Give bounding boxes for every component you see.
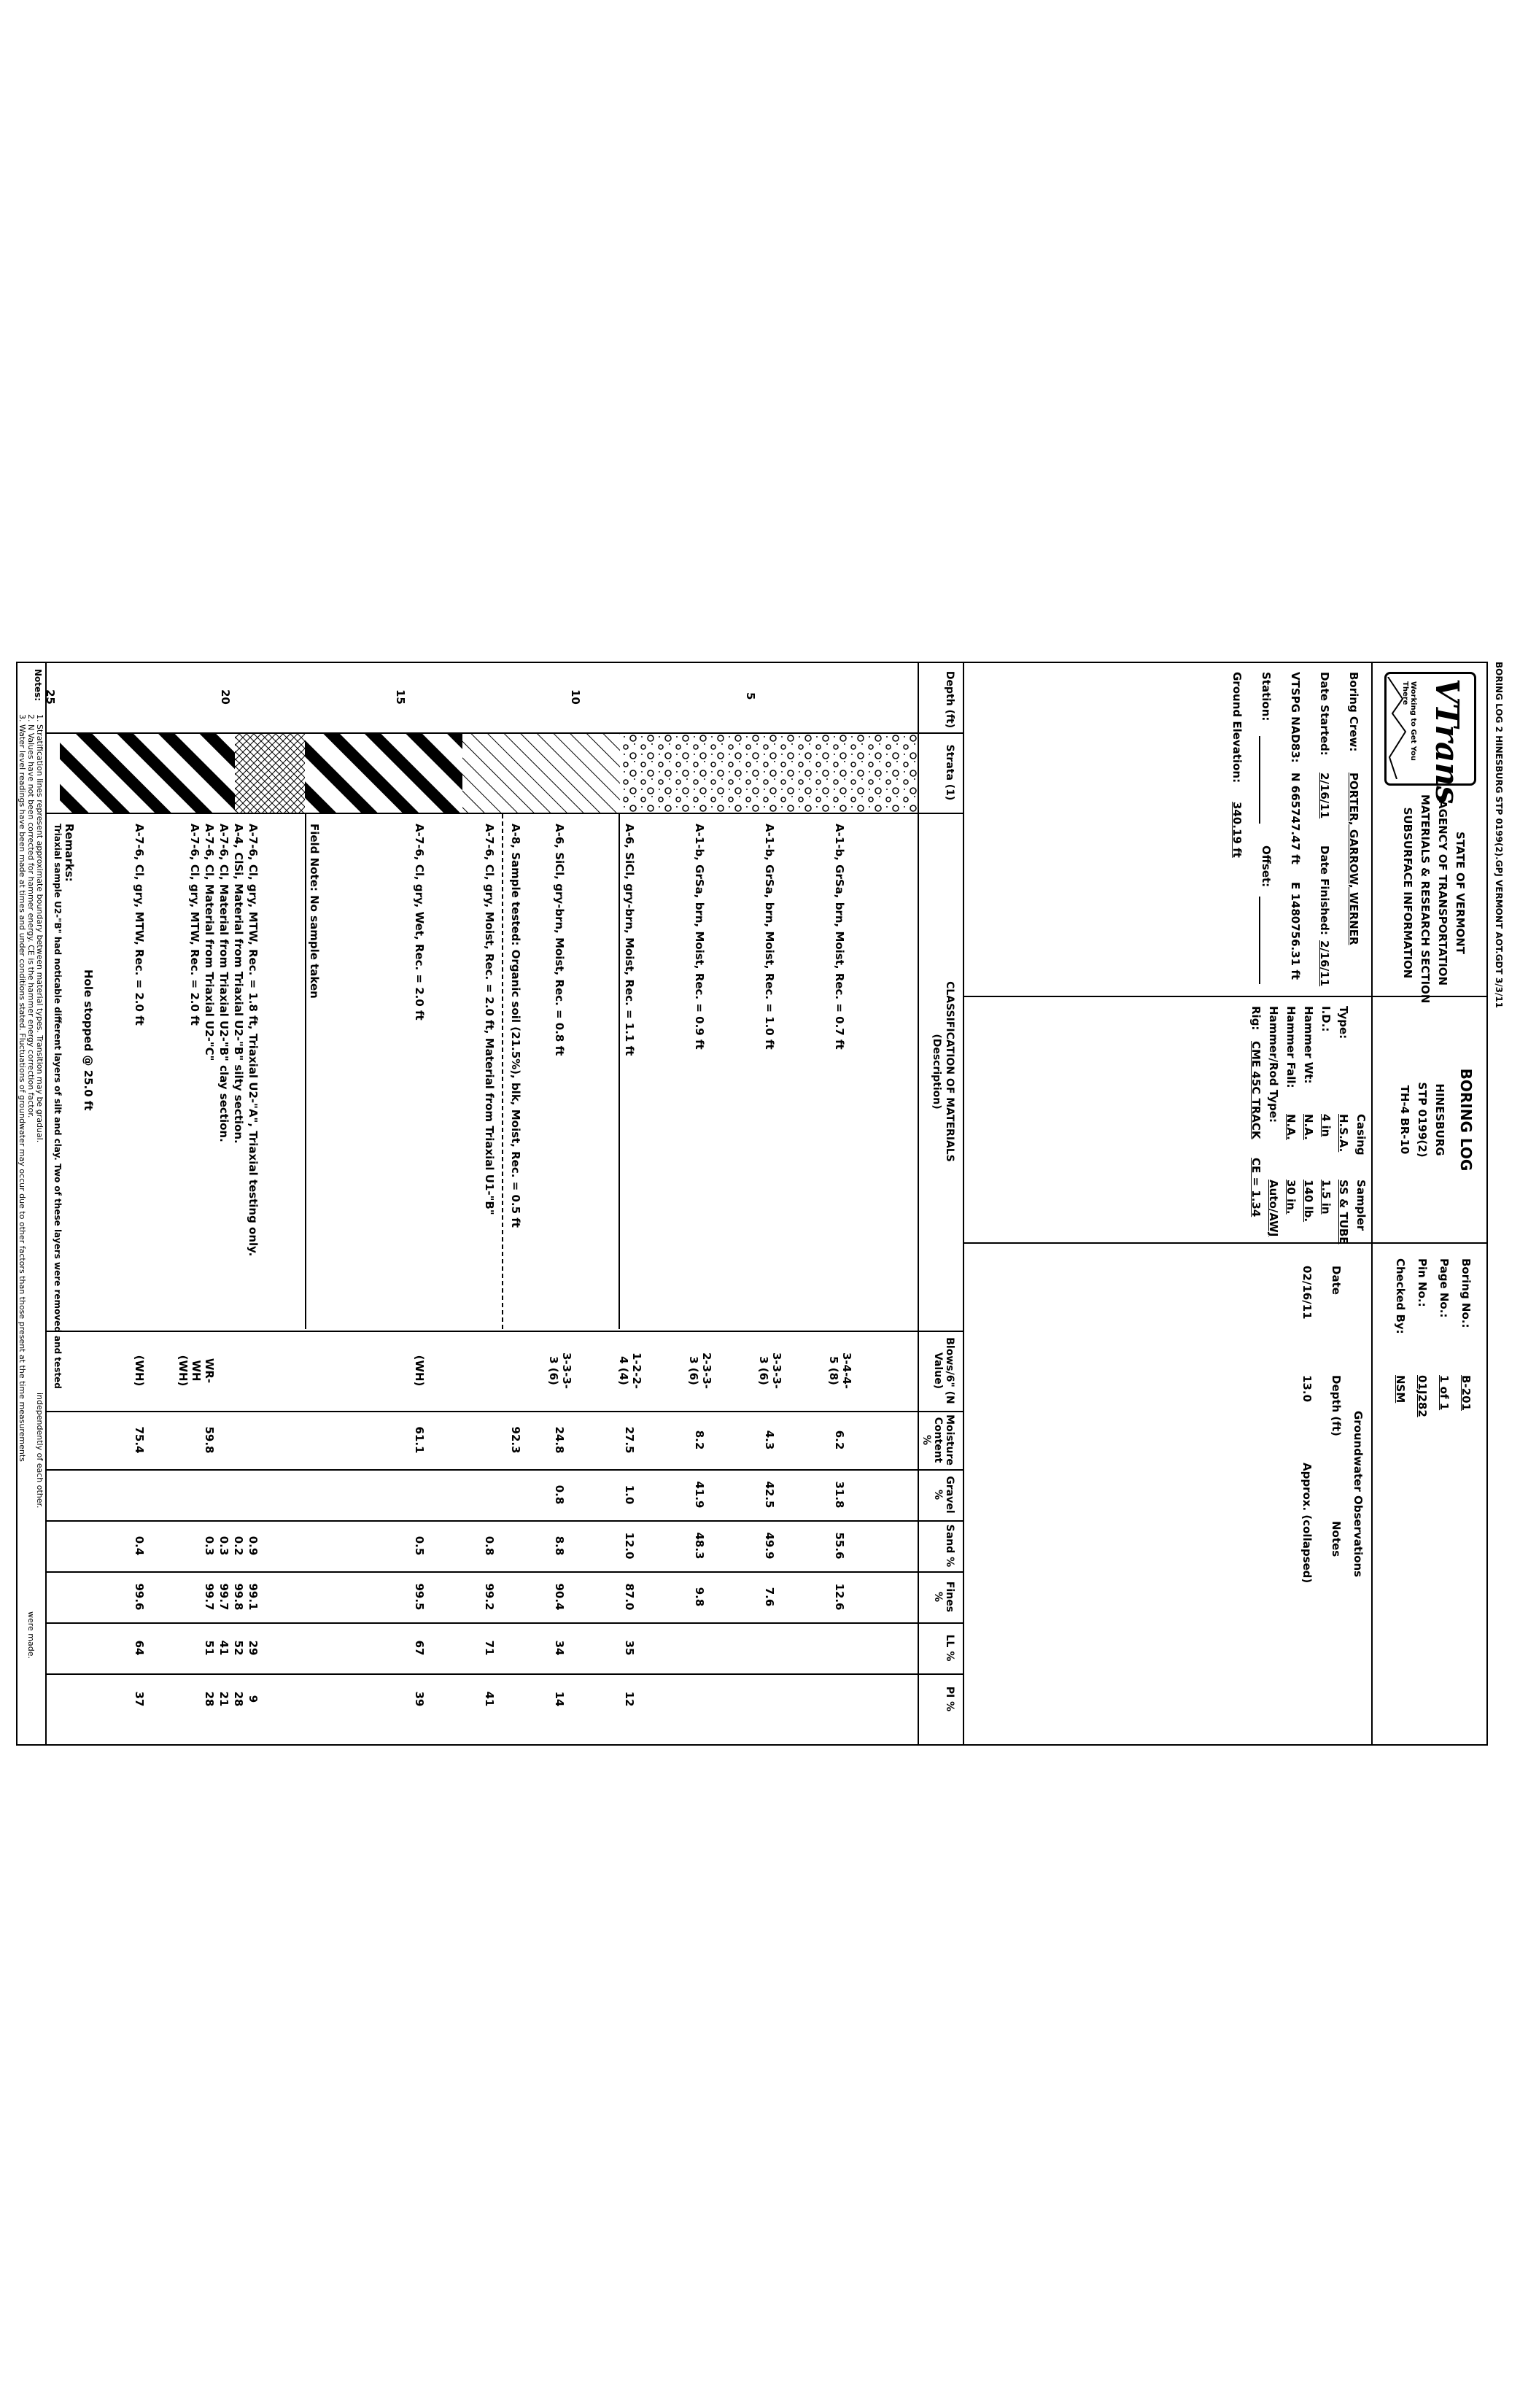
hammer-fall-casing: N.A. <box>1284 1114 1298 1140</box>
ll-col-rule <box>47 1673 963 1675</box>
notes-label: Notes: <box>33 669 43 702</box>
vtrans-logo <box>1384 672 1476 805</box>
sand-row-4: 12.0 <box>623 1532 636 1560</box>
strata-line-organic <box>502 814 503 1329</box>
boring-no-label: Boring No.: <box>1459 1258 1473 1328</box>
sand-row-8: 0.5 <box>413 1536 426 1556</box>
ce-value: CE = 1.34 <box>1249 1158 1263 1217</box>
boring-log-rotated <box>16 662 1504 1746</box>
strata-line-8ft <box>619 814 620 1329</box>
gw-notes-header: Notes <box>1330 1521 1343 1557</box>
equip-type-label: Type: <box>1337 1006 1350 1040</box>
col-description-header: (Description) <box>931 1034 942 1110</box>
boring-no-value: B-201 <box>1459 1375 1473 1411</box>
ll-row-4: 35 <box>623 1640 636 1656</box>
desc-row-15: A-7-6, Cl, gry, MTW, Rec. = 2.0 ft <box>133 824 146 1026</box>
ll-row-11: 52 <box>232 1640 245 1656</box>
fines-row-1: 12.6 <box>833 1583 846 1611</box>
moisture-row-1: 6.2 <box>833 1430 846 1450</box>
desc-row-11: A-4, ClSi, Material from Triaxial U2-"B" silty section. <box>232 824 245 1144</box>
gravel-col-rule <box>47 1520 963 1522</box>
agency-block <box>1371 662 1488 1004</box>
hammer-rod-sampler: Auto/AWJ <box>1267 1180 1280 1237</box>
pin-no-label: Pin No.: <box>1416 1258 1429 1307</box>
offset-label: Offset: <box>1260 845 1273 888</box>
col-moisture-header: Moisture Content % <box>920 1414 955 1466</box>
boring-crew-value: PORTER, GARROW, WERNER <box>1347 773 1360 945</box>
mountain-icon <box>1385 677 1407 779</box>
sand-row-10: 0.9 <box>247 1536 260 1556</box>
station-line <box>1259 736 1260 824</box>
equip-type-casing: H.S.A. <box>1337 1114 1350 1153</box>
strata-clay-lower <box>60 734 235 813</box>
fines-row-7: 99.2 <box>483 1583 496 1611</box>
moisture-row-4: 27.5 <box>623 1426 636 1454</box>
col-pi-header: PI % <box>944 1686 955 1712</box>
station-label: Station: <box>1260 672 1273 721</box>
equip-id-casing: 4 in <box>1319 1114 1333 1137</box>
pi-row-15: 37 <box>133 1691 146 1707</box>
desc-row-6: A-8, Sample tested: Organic soil (21.5%), blk, Moist, Rec. = 0.5 ft <box>509 824 522 1228</box>
fines-row-13: 99.7 <box>203 1583 216 1611</box>
hammer-wt-label: Hammer Wt: <box>1302 1006 1315 1084</box>
desc-row-10: A-7-6, Cl, gry, MTW, Rec. = 1.8 ft, Triaxial U2-"A", Triaxial testing only. <box>247 824 260 1257</box>
remarks-line1: Triaxial sample U2-"B" had noticable different layers of silt and clay. Two of these layers were removed and tested <box>53 824 63 1389</box>
page-no-value: 1 of 1 <box>1438 1375 1451 1411</box>
equip-id-label: I.D.: <box>1319 1006 1333 1032</box>
sand-row-1: 55.6 <box>833 1532 846 1560</box>
blows-row-15: (WH) <box>133 1355 146 1387</box>
hammer-rod-label: Hammer/Rod Type: <box>1267 1006 1280 1123</box>
pi-row-12: 21 <box>217 1691 230 1707</box>
moisture-row-6: 92.3 <box>509 1426 522 1454</box>
desc-row-1: A-1-b, GrSa, brn, Moist, Rec. = 0.7 ft <box>833 824 846 1050</box>
gw-row-depth: 13.0 <box>1300 1375 1314 1403</box>
fines-row-5: 90.4 <box>553 1583 566 1611</box>
blows-row-13: WR-WH (WH) <box>177 1355 216 1387</box>
northing-value: N 665747.47 ft <box>1289 773 1302 864</box>
blows-col-rule <box>47 1411 963 1412</box>
strata-clay-upper <box>305 734 462 813</box>
gravel-row-3: 41.9 <box>693 1481 706 1509</box>
date-finished-value: 2/16/11 <box>1318 940 1331 987</box>
ll-row-10: 29 <box>247 1640 260 1656</box>
desc-row-13: A-7-6, Cl, Material from Triaxial U2-"C" <box>203 824 216 1061</box>
fines-row-12: 99.7 <box>217 1583 230 1611</box>
desc-row-3: A-1-b, GrSa, brn, Moist, Rec. = 0.9 ft <box>693 824 706 1050</box>
gw-depth-header: Depth (ft) <box>1330 1375 1343 1436</box>
title-block <box>1371 996 1488 1244</box>
fines-row-3: 9.8 <box>693 1587 706 1607</box>
file-header-line: BORING LOG 2 HINESBURG STP 0199(2).GPJ VERMONT AOT.GDT 3/3/11 <box>1494 662 1504 1009</box>
strata-line-nosample <box>305 814 306 1329</box>
rig-label: Rig: <box>1249 1006 1263 1031</box>
moisture-row-15: 75.4 <box>133 1426 146 1454</box>
sand-row-12: 0.3 <box>217 1536 230 1556</box>
strata-gravel <box>620 734 918 813</box>
col-strata-header: Strata (1) <box>944 744 955 801</box>
offset-line <box>1259 897 1260 984</box>
fines-row-4: 87.0 <box>623 1583 636 1611</box>
pi-row-8: 39 <box>413 1691 426 1707</box>
depth-tick-15: 15 <box>394 689 407 705</box>
notes-block <box>16 662 47 1746</box>
ll-row-15: 64 <box>133 1640 146 1656</box>
pi-row-4: 12 <box>623 1691 636 1707</box>
date-finished-label: Date Finished: <box>1318 845 1331 935</box>
remarks-line2: independently of each other. <box>35 1393 44 1509</box>
easting-value: E 1480756.31 ft <box>1289 882 1302 980</box>
gravel-row-2: 42.5 <box>763 1481 776 1509</box>
vtspg-label: VTSPG NAD83: <box>1289 672 1302 763</box>
desc-row-9: Field Note: No sample taken <box>308 824 321 999</box>
hammer-fall-sampler: 30 in. <box>1284 1180 1298 1215</box>
blows-row-8: (WH) <box>413 1355 426 1387</box>
blows-row-5: 3-3-3-3 (6) <box>547 1352 573 1389</box>
gw-row-date: 02/16/11 <box>1300 1266 1314 1320</box>
col-sand-header: Sand % <box>944 1524 955 1568</box>
project-name: HINESBURG <box>1433 1083 1446 1156</box>
fines-row-15: 99.6 <box>133 1583 146 1611</box>
gravel-row-4: 1.0 <box>623 1484 636 1505</box>
note-1: 1. Stratification lines represent approximate boundary between material types. Transition may be gradual. <box>35 714 44 1143</box>
logo-text: VTrans <box>1428 678 1465 805</box>
desc-col-rule <box>47 1331 963 1332</box>
col-fines-header: Fines % <box>932 1581 955 1613</box>
equip-type-sampler: SS & TUBE <box>1337 1180 1350 1244</box>
pi-row-13: 28 <box>203 1691 216 1707</box>
col-classification-header: CLASSIFICATION OF MATERIALS <box>944 981 955 1162</box>
moisture-row-8: 61.1 <box>413 1426 426 1454</box>
sampler-label: Sampler <box>1354 1180 1368 1231</box>
log-table <box>45 662 964 1746</box>
agency-line2: AGENCY OF TRANSPORTATION <box>1436 800 1449 986</box>
sand-row-5: 8.8 <box>553 1536 566 1556</box>
moisture-col-rule <box>47 1469 963 1471</box>
sand-row-2: 49.9 <box>763 1532 776 1560</box>
ll-row-5: 34 <box>553 1640 566 1656</box>
moisture-row-3: 8.2 <box>693 1430 706 1450</box>
sand-col-rule <box>47 1571 963 1573</box>
agency-line3: MATERIALS & RESEARCH SECTION <box>1419 794 1432 1004</box>
site-info-block <box>963 662 1373 997</box>
ll-row-13: 51 <box>203 1640 216 1656</box>
equip-id-sampler: 1.5 in <box>1319 1180 1333 1215</box>
sand-row-13: 0.3 <box>203 1536 216 1556</box>
sand-row-7: 0.8 <box>483 1536 496 1556</box>
ll-row-8: 67 <box>413 1640 426 1656</box>
note-3-cont: were made. <box>26 1611 36 1660</box>
sand-row-15: 0.4 <box>133 1536 146 1556</box>
ground-elev-label: Ground Elevation: <box>1230 672 1244 783</box>
hammer-wt-sampler: 140 lb. <box>1302 1180 1315 1223</box>
pi-row-10: 9 <box>247 1695 260 1703</box>
col-blows-header: Blows/6" (N Value) <box>932 1337 955 1404</box>
gw-date-header: Date <box>1330 1266 1343 1295</box>
moisture-row-5: 24.8 <box>553 1426 566 1454</box>
blows-row-2: 3-3-3-3 (6) <box>757 1352 783 1389</box>
col-gravel-header: Gravel % <box>932 1476 955 1514</box>
col-ll-header: LL % <box>944 1634 955 1662</box>
desc-row-2: A-1-b, GrSa, brn, Moist, Rec. = 1.0 ft <box>763 824 776 1050</box>
log-title: BORING LOG <box>1457 1068 1475 1172</box>
date-started-label: Date Started: <box>1318 672 1331 756</box>
page-no-label: Page No.: <box>1438 1258 1451 1318</box>
ll-row-12: 41 <box>217 1640 230 1656</box>
ground-elev-value: 340.19 ft <box>1230 802 1244 858</box>
depth-tick-20: 20 <box>219 689 232 705</box>
fines-row-10: 99.1 <box>247 1583 260 1611</box>
desc-row-7: A-7-6, Cl, gry, Moist, Rec. = 2.0 ft, Material from Triaxial U1-"B" <box>483 824 496 1215</box>
casing-label: Casing <box>1354 1114 1368 1155</box>
agency-line4: SUBSURFACE INFORMATION <box>1401 807 1414 979</box>
id-block <box>1371 1242 1488 1746</box>
strata-no-sample <box>235 734 305 813</box>
boring-crew-label: Boring Crew: <box>1347 672 1360 752</box>
header-rule <box>918 663 919 1744</box>
desc-row-5: A-6, SiCl, gry-brn, Moist, Rec. = 0.8 ft <box>553 824 566 1056</box>
strata-silty-clay <box>462 734 620 813</box>
project-no: STP 0199(2) <box>1416 1082 1429 1158</box>
groundwater-title: Groundwater Observations <box>1352 1410 1365 1578</box>
desc-row-4: A-6, SiCl, gry-brn, Moist, Rec. = 1.1 ft <box>623 824 636 1056</box>
fines-row-8: 99.5 <box>413 1583 426 1611</box>
gw-row-notes: Approx. (collapsed) <box>1300 1463 1314 1584</box>
fines-row-2: 7.6 <box>763 1587 776 1607</box>
boring-id: TH-4 BR-10 <box>1398 1085 1411 1155</box>
strata-column <box>45 734 918 813</box>
sand-row-11: 0.2 <box>232 1536 245 1556</box>
rig-value: CME 45C TRACK <box>1249 1041 1263 1139</box>
blows-row-3: 2-3-3-3 (6) <box>687 1352 713 1389</box>
depth-tick-10: 10 <box>569 689 582 705</box>
fines-row-11: 99.8 <box>232 1583 245 1611</box>
note-3: 3. Water level readings have been made at times and under conditions stated. Fluctuations of groundwater may occur due to other factors than those present at the time measurements <box>18 714 27 1462</box>
depth-tick-5: 5 <box>744 692 757 700</box>
remarks-label: Remarks: <box>63 824 76 882</box>
logo-tagline: Working to Get You There <box>1401 681 1417 762</box>
gravel-row-5: 0.8 <box>553 1484 566 1505</box>
note-2: 2. N Values have not been corrected for hammer energy. CE is the hammer energy correction factor. <box>26 714 36 1118</box>
checked-by-value: NSM <box>1394 1375 1407 1404</box>
strata-col-rule <box>47 813 963 814</box>
gravel-row-1: 31.8 <box>833 1481 846 1509</box>
checked-by-label: Checked By: <box>1394 1258 1407 1334</box>
col-depth-header: Depth (ft) <box>944 670 955 729</box>
pi-row-11: 28 <box>232 1691 245 1707</box>
desc-row-8: A-7-6, Cl, gry, Wet, Rec. = 2.0 ft <box>413 824 426 1021</box>
depth-tick-25: 25 <box>44 689 57 705</box>
hole-stopped: Hole stopped @ 25.0 ft <box>82 969 95 1111</box>
desc-row-14: A-7-6, Cl, gry, MTW, Rec. = 2.0 ft <box>188 824 201 1026</box>
pi-row-7: 41 <box>483 1691 496 1707</box>
moisture-row-2: 4.3 <box>763 1430 776 1450</box>
blows-row-1: 3-4-4-5 (8) <box>827 1352 853 1389</box>
hammer-fall-label: Hammer Fall: <box>1284 1006 1298 1088</box>
ll-row-7: 71 <box>483 1640 496 1656</box>
date-started-value: 2/16/11 <box>1318 773 1331 819</box>
pi-row-5: 14 <box>553 1691 566 1707</box>
agency-line1: STATE OF VERMONT <box>1454 831 1467 955</box>
blows-row-4: 1-2-2-4 (4) <box>617 1352 643 1389</box>
pin-no-value: 01J282 <box>1416 1375 1429 1417</box>
desc-row-12: A-7-6, Cl, Material from Triaxial U2-"B" clay section. <box>217 824 230 1142</box>
sand-row-3: 48.3 <box>693 1532 706 1560</box>
fines-col-rule <box>47 1622 963 1624</box>
equipment-block <box>963 996 1373 1244</box>
hammer-wt-casing: N.A. <box>1302 1114 1315 1140</box>
moisture-row-13: 59.8 <box>203 1426 216 1454</box>
groundwater-block <box>963 1242 1373 1746</box>
